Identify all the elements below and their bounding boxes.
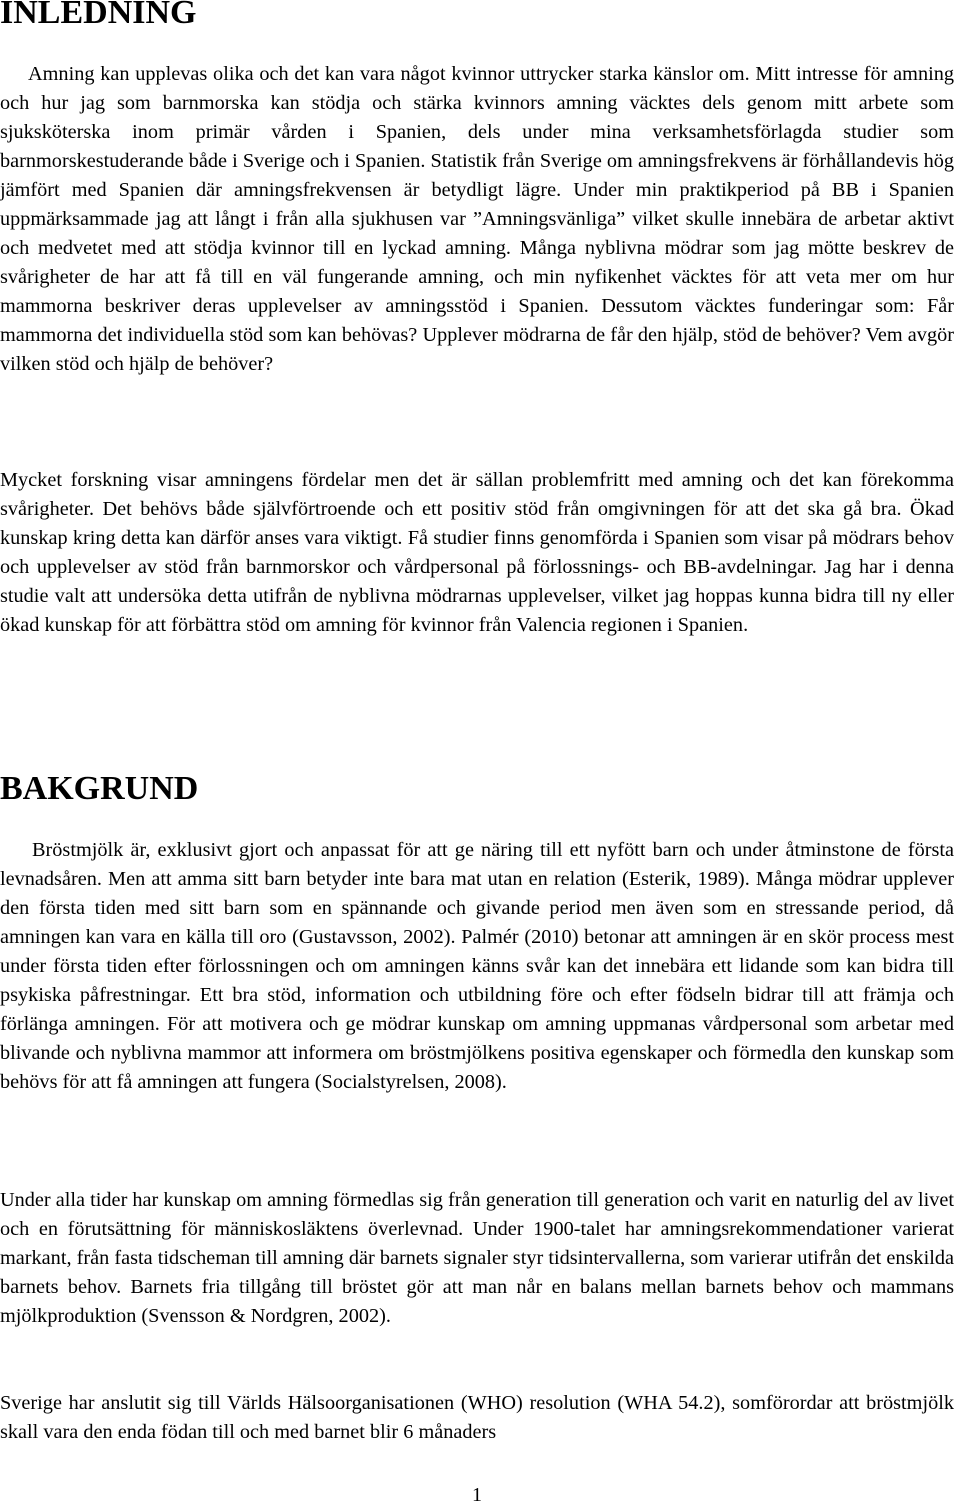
section-heading-inledning: INLEDNING [0, 0, 197, 31]
section-heading-bakgrund: BAKGRUND [0, 770, 199, 807]
paragraph-block [0, 466, 954, 640]
paragraph: Bröstmjölk är, exklusivt gjort och anpassat för att ge näring till ett nyfött barn och under åtminstone de första levnadsåren. Men att amma sitt barn betyder inte bara mat utan en relation (Esterik, 1989). Många mödrar upplever den första tiden med sitt barn som en spännande och givande period men även som en stressande period, då amningen kan vara en källa till oro (Gustavsson, 2002). Palmér (2010) betonar att amningen är en skör process mest under första tiden efter förlossningen och om amningen känns svår kan det innebära ett lidande som kan bidra till psykiska påfrestningar. Ett bra stöd, information och utbildning före och efter födseln bidrar till att främja och förlänga amningen. För att motivera och ge mödrar kunskap om amning uppmanas vårdpersonal som arbetar med blivande och nyblivna mammor att informera om bröstmjölkens positiva egenskaper och förmedla den kunskap som behövs för att få amningen att fungera (Socialstyrelsen, 2008). [0, 839, 954, 1093]
paragraph-block [0, 836, 954, 1097]
paragraph-block [0, 1389, 954, 1447]
paragraph: Sverige har anslutit sig till Världs Hälsoorganisationen (WHO) resolution (WHA 54.2), somförordar att bröstmjölk skall vara den enda födan till och med barnet blir 6 månaders [0, 1392, 954, 1443]
paragraph: Under alla tider har kunskap om amning förmedlas sig från generation till generation och varit en naturlig del av livet och en förutsättning för människosläktens överlevnad. Under 1900-talet har amningsrekommendationer varierat markant, från fasta tidscheman till amning där barnets signaler styr tidsintervallerna, som varierar utifrån det enskilda barnets behov. Barnets fria tillgång till bröstet gör att man når en balans mellan barnets behov och mammans mjölkproduktion (Svensson & Nordgren, 2002). [0, 1189, 954, 1327]
paragraph-block [0, 60, 954, 379]
paragraph: Mycket forskning visar amningens fördelar men det är sällan problemfritt med amning och det kan förekomma svårigheter. Det behövs både självförtroende och ett positiv stöd från omgivningen för att det ska gå bra. Ökad kunskap kring detta kan därför anses vara viktigt. Få studier finns genomförda i Spanien som visar på mödrars behov och upplevelser av stöd från barnmorskor och vårdpersonal på förlossnings- och BB-avdelningar. Jag har i denna studie valt att undersöka detta utifrån de nyblivna mödrarnas upplevelser, vilket jag hoppas kunna bidra till ny eller ökad kunskap för att förbättra stöd om amning för kvinnor från Valencia regionen i Spanien. [0, 469, 954, 636]
paragraph: Amning kan upplevas olika och det kan vara något kvinnor uttrycker starka känslor om. Mitt intresse för amning och hur jag som barnmorska kan stödja och stärka kvinnors amning väcktes dels genom mitt arbete som sjuksköterska inom primär vården i Spanien, dels under mina verksamhetsförlagda studier som barnmorskestuderande både i Sverige och i Spanien. Statistik från Sverige om amningsfrekvens är förhållandevis hög jämfört med Spanien där amningsfrekvensen är betydligt lägre. Under min praktikperiod på BB i Spanien uppmärksammade jag att långt i från alla sjukhusen var ”Amningsvänliga” vilket skulle innebära de arbetar aktivt och medvetet med att stödja kvinnor till en lyckad amning. Många nyblivna mödrar som jag mötte beskrev de svårigheter de har att få till en väl fungerande amning, och min nyfikenhet väcktes för att veta mer om hur mammorna beskriver deras upplevelser av amningsstöd i Spanien. Dessutom väcktes funderingar som: Får mammorna det individuella stöd som kan behövas? Upplever mödrarna de får den hjälp, stöd de behöver? Vem avgör vilken stöd och hjälp de behöver? [0, 63, 954, 375]
page-number: 1 [472, 1484, 482, 1506]
paragraph-block [0, 1186, 954, 1331]
